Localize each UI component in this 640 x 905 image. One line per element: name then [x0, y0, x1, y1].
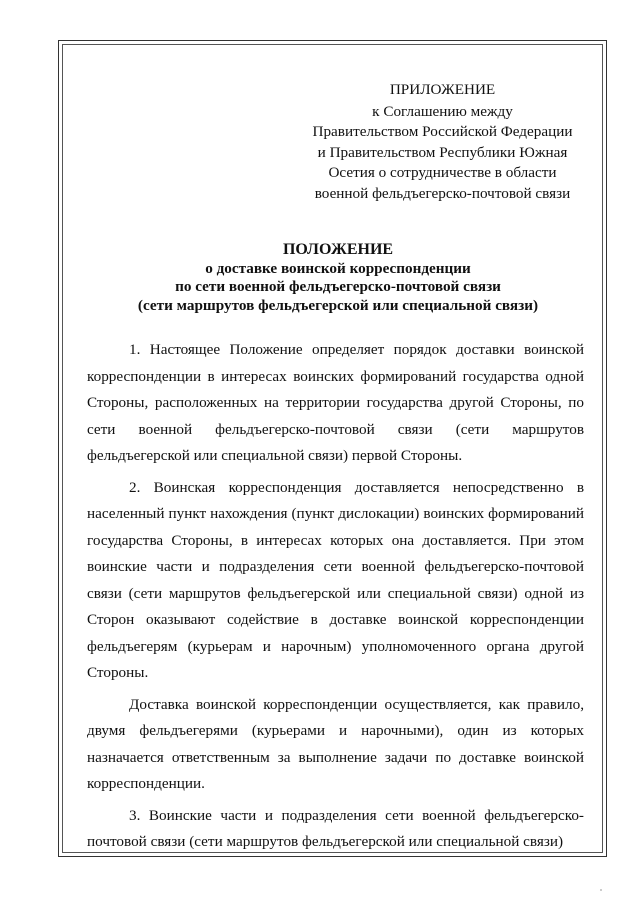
regulation-title: ПОЛОЖЕНИЕ [282, 241, 394, 258]
paragraph-3: 3. Воинские части и подразделения сети военной фельдъегерско-почтовой связи (сети маршрутов фельдъегерской или специальной связи) [87, 806, 584, 850]
regulation-subtitle-line: по сети военной фельдъегерско-почтовой связи [175, 278, 501, 295]
appendix-header [300, 80, 585, 204]
appendix-line: и Правительством Республики Южная [317, 143, 568, 161]
document-body [87, 337, 584, 861]
scan-speck [600, 889, 602, 891]
appendix-line: к Соглашению между [372, 102, 513, 120]
appendix-line: военной фельдъегерско-почтовой связи [314, 184, 571, 202]
appendix-line: Правительством Российской Федерации [312, 123, 573, 140]
appendix-title: ПРИЛОЖЕНИЕ [389, 81, 496, 98]
appendix-line: Осетия о сотрудничестве в области [328, 164, 557, 181]
paragraph-1: 1. Настоящее Положение определяет порядок доставки воинской корреспонденции в интересах воинских формирований государства одной Стороны, расположенных на территории государства другой Стороны, по сети военной фельдъегерско-почтовой связи (сети маршрутов фельдъегерской или специальной связи) первой Стороны. [87, 341, 584, 464]
paragraph-2-continuation: Доставка воинской корреспонденции осуществляется, как правило, двумя фельдъегерями (курьерами и нарочными), один из которых назначается ответственным за выполнение задачи по доставке воинской корреспонденции. [87, 695, 584, 792]
regulation-subtitle-line: (сети маршрутов фельдъегерской или специальной связи) [137, 296, 539, 314]
regulation-subtitle-line: о доставке воинской корреспонденции [205, 259, 471, 277]
regulation-heading [88, 241, 588, 315]
paragraph-2: 2. Воинская корреспонденция доставляется непосредственно в населенный пункт нахождения (пункт дислокации) воинских формирований государства Стороны, в интересах которых она доставляется. При этом воинские части и подразделения сети военной фельдъегерско-почтовой связи (сети маршрутов фельдъегерской или специальной связи) одной из Сторон оказывают содействие в доставке воинской корреспонденции фельдъегерям (курьерам и нарочным) уполномоченного органа другой Стороны. [87, 478, 584, 681]
